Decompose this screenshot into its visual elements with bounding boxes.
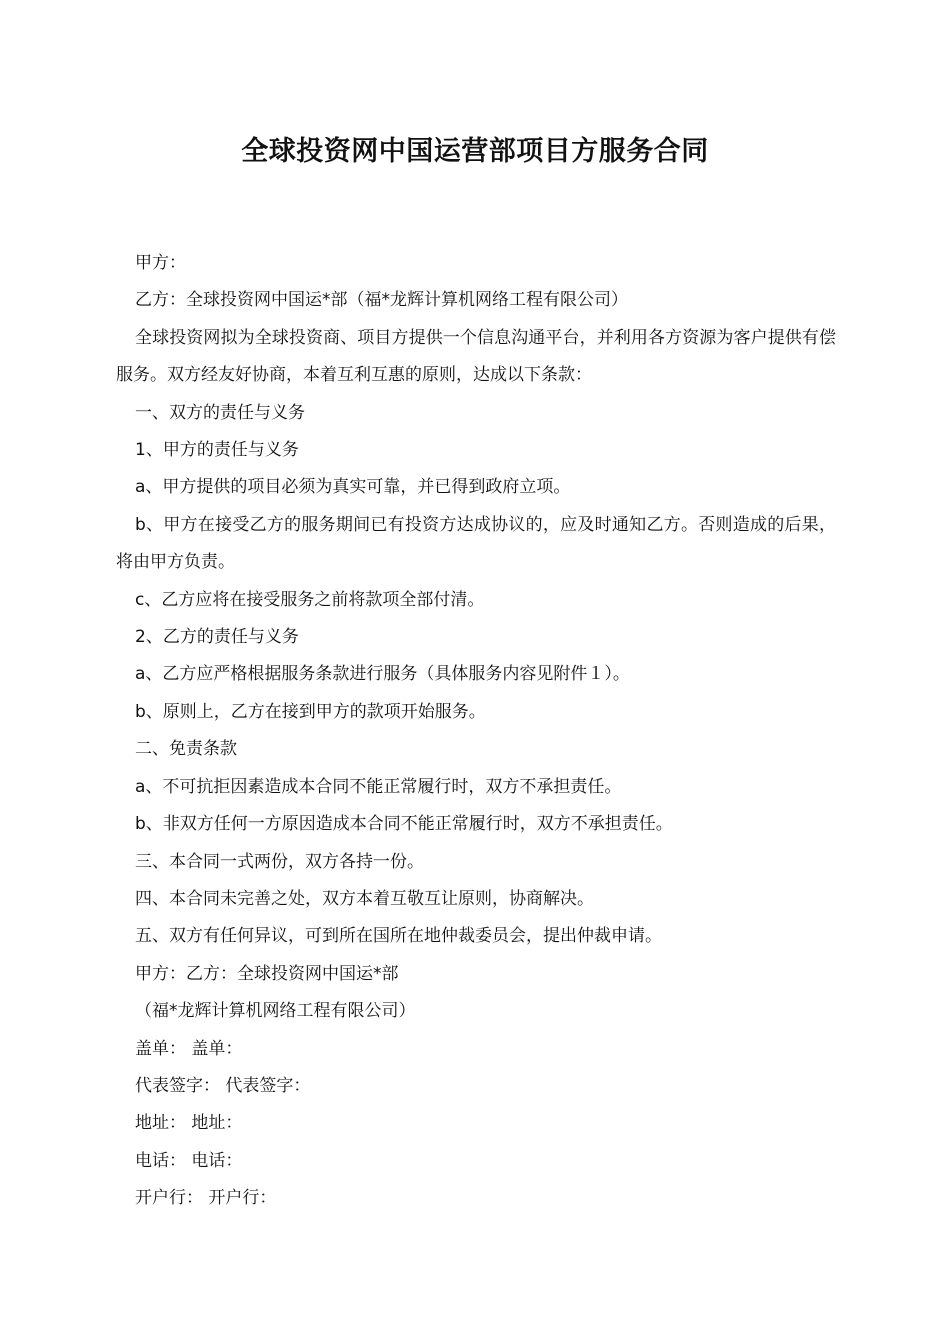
contract-body (116, 245, 836, 1218)
party-a-line: 甲方： (135, 253, 186, 273)
signature-phone-line: 电话： 电话： (135, 1150, 243, 1171)
signature-company-line: （福*龙辉计算机网络工程有限公司） (135, 1001, 416, 1022)
party-b-line: 乙方：全球投资网中国运*部（福*龙辉计算机网络工程有限公司） (135, 290, 628, 311)
signature-address-line: 地址： 地址： (135, 1113, 243, 1134)
clause-item: b、甲方在接受乙方的服务期间已有投资方达成协议的，应及时通知乙方。否则造成的后果，将由甲方负责。 (116, 514, 836, 573)
section-clause-copies: 三、本合同一式两份，双方各持一份。 (135, 851, 424, 872)
clause-item: c、乙方应将在接受服务之前将款项全部付清。 (135, 589, 485, 610)
clause-item: a、甲方提供的项目必须为真实可靠，并已得到政府立项。 (135, 477, 571, 498)
section-clause-negotiation: 四、本合同未完善之处，双方本着互敬互让原则，协商解决。 (135, 888, 594, 909)
preamble-paragraph: 全球投资网拟为全球投资商、项目方提供一个信息沟通平台，并利用各方资源为客户提供有偿服务。双方经友好协商，本着互利互惠的原则，达成以下条款： (116, 327, 836, 386)
section-clause-arbitration: 五、双方有任何异议，可到所在国所在地仲裁委员会，提出仲裁申请。 (135, 926, 662, 947)
section-heading-exemption: 二、免责条款 (135, 739, 237, 760)
section-heading-duties: 一、双方的责任与义务 (135, 402, 305, 423)
subsection-heading-party-b: 2、乙方的责任与义务 (135, 627, 299, 648)
subsection-heading-party-a: 1、甲方的责任与义务 (135, 440, 299, 461)
signature-parties-line: 甲方：乙方：全球投资网中国运*部 (135, 963, 399, 984)
clause-item: b、非双方任何一方原因造成本合同不能正常履行时，双方不承担责任。 (135, 814, 673, 835)
clause-item: a、不可抗拒因素造成本合同不能正常履行时，双方不承担责任。 (135, 776, 622, 797)
clause-item: b、原则上，乙方在接到甲方的款项开始服务。 (135, 701, 486, 722)
document-title: 全球投资网中国运营部项目方服务合同 (241, 136, 709, 167)
signature-bank-line: 开户行： 开户行： (135, 1188, 277, 1209)
signature-seal-line: 盖单： 盖单： (135, 1038, 243, 1059)
signature-representative-line: 代表签字： 代表签字： (135, 1075, 311, 1096)
clause-item: a、乙方应严格根据服务条款进行服务（具体服务内容见附件１）。 (135, 664, 630, 685)
